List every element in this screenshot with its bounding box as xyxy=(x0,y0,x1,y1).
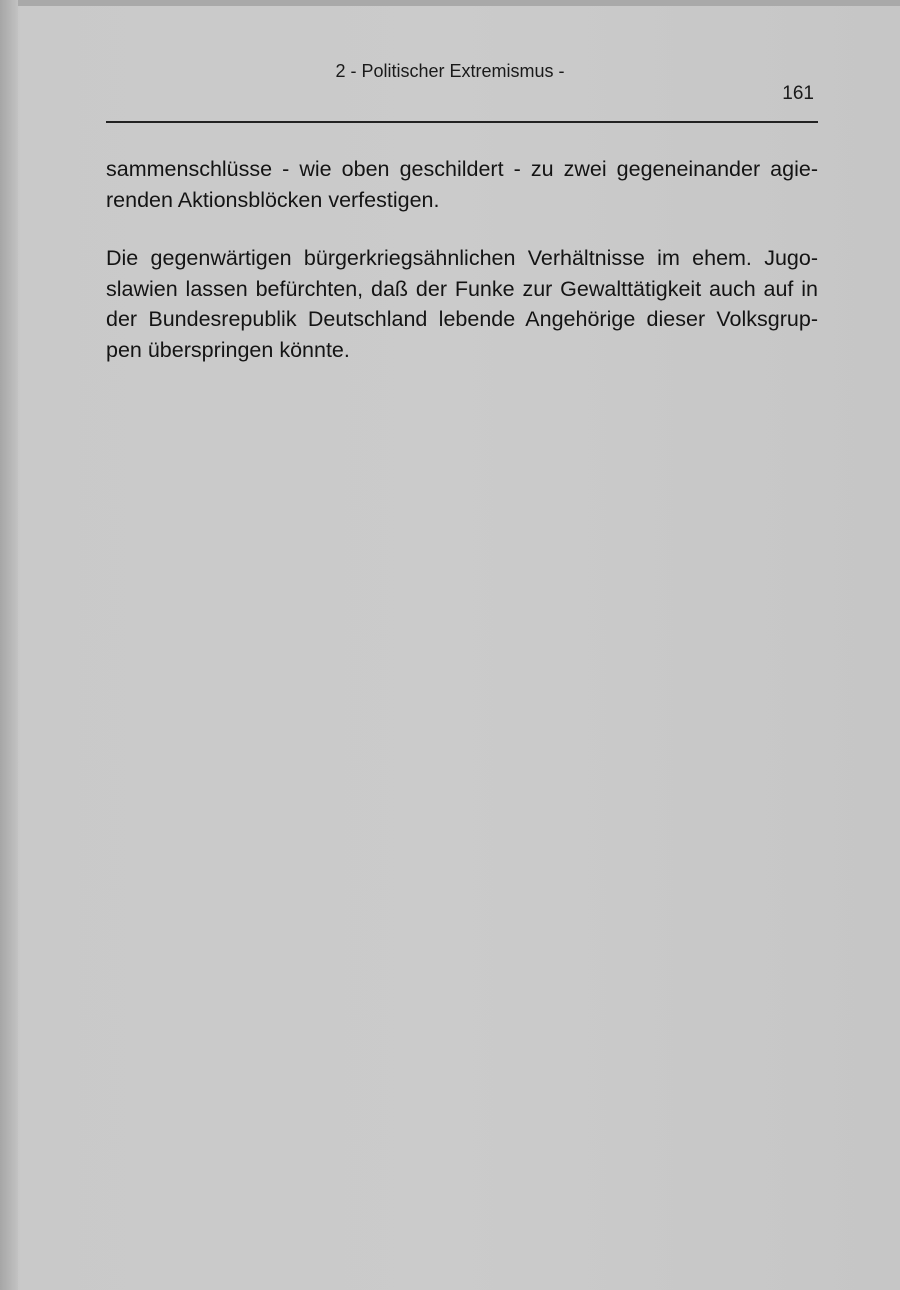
text-line: der Bundesrepublik Deutschland lebende Angehörige dieser Volksgrup- xyxy=(106,307,818,331)
page-number: 161 xyxy=(782,83,814,104)
header-divider xyxy=(106,121,818,123)
text-line: Die gegenwärtigen bürgerkriegsähnlichen Verhältnisse im ehem. Jugo- xyxy=(106,246,818,270)
text-line: sammenschlüsse - wie oben geschildert - zu zwei gegeneinander agie- xyxy=(106,157,818,181)
body-text xyxy=(106,154,818,393)
text-line: slawien lassen befürchten, daß der Funke zur Gewalttätigkeit auch auf in xyxy=(106,276,818,301)
paragraph-2 xyxy=(106,243,818,365)
text-line: renden Aktionsblöcken verfestigen. xyxy=(106,187,440,212)
scan-top-edge xyxy=(0,0,900,6)
running-header: 2 - Politischer Extremismus - xyxy=(335,61,565,81)
text-line: pen überspringen könnte. xyxy=(106,337,350,362)
paragraph-1 xyxy=(106,154,818,215)
scan-left-edge xyxy=(0,0,18,1290)
